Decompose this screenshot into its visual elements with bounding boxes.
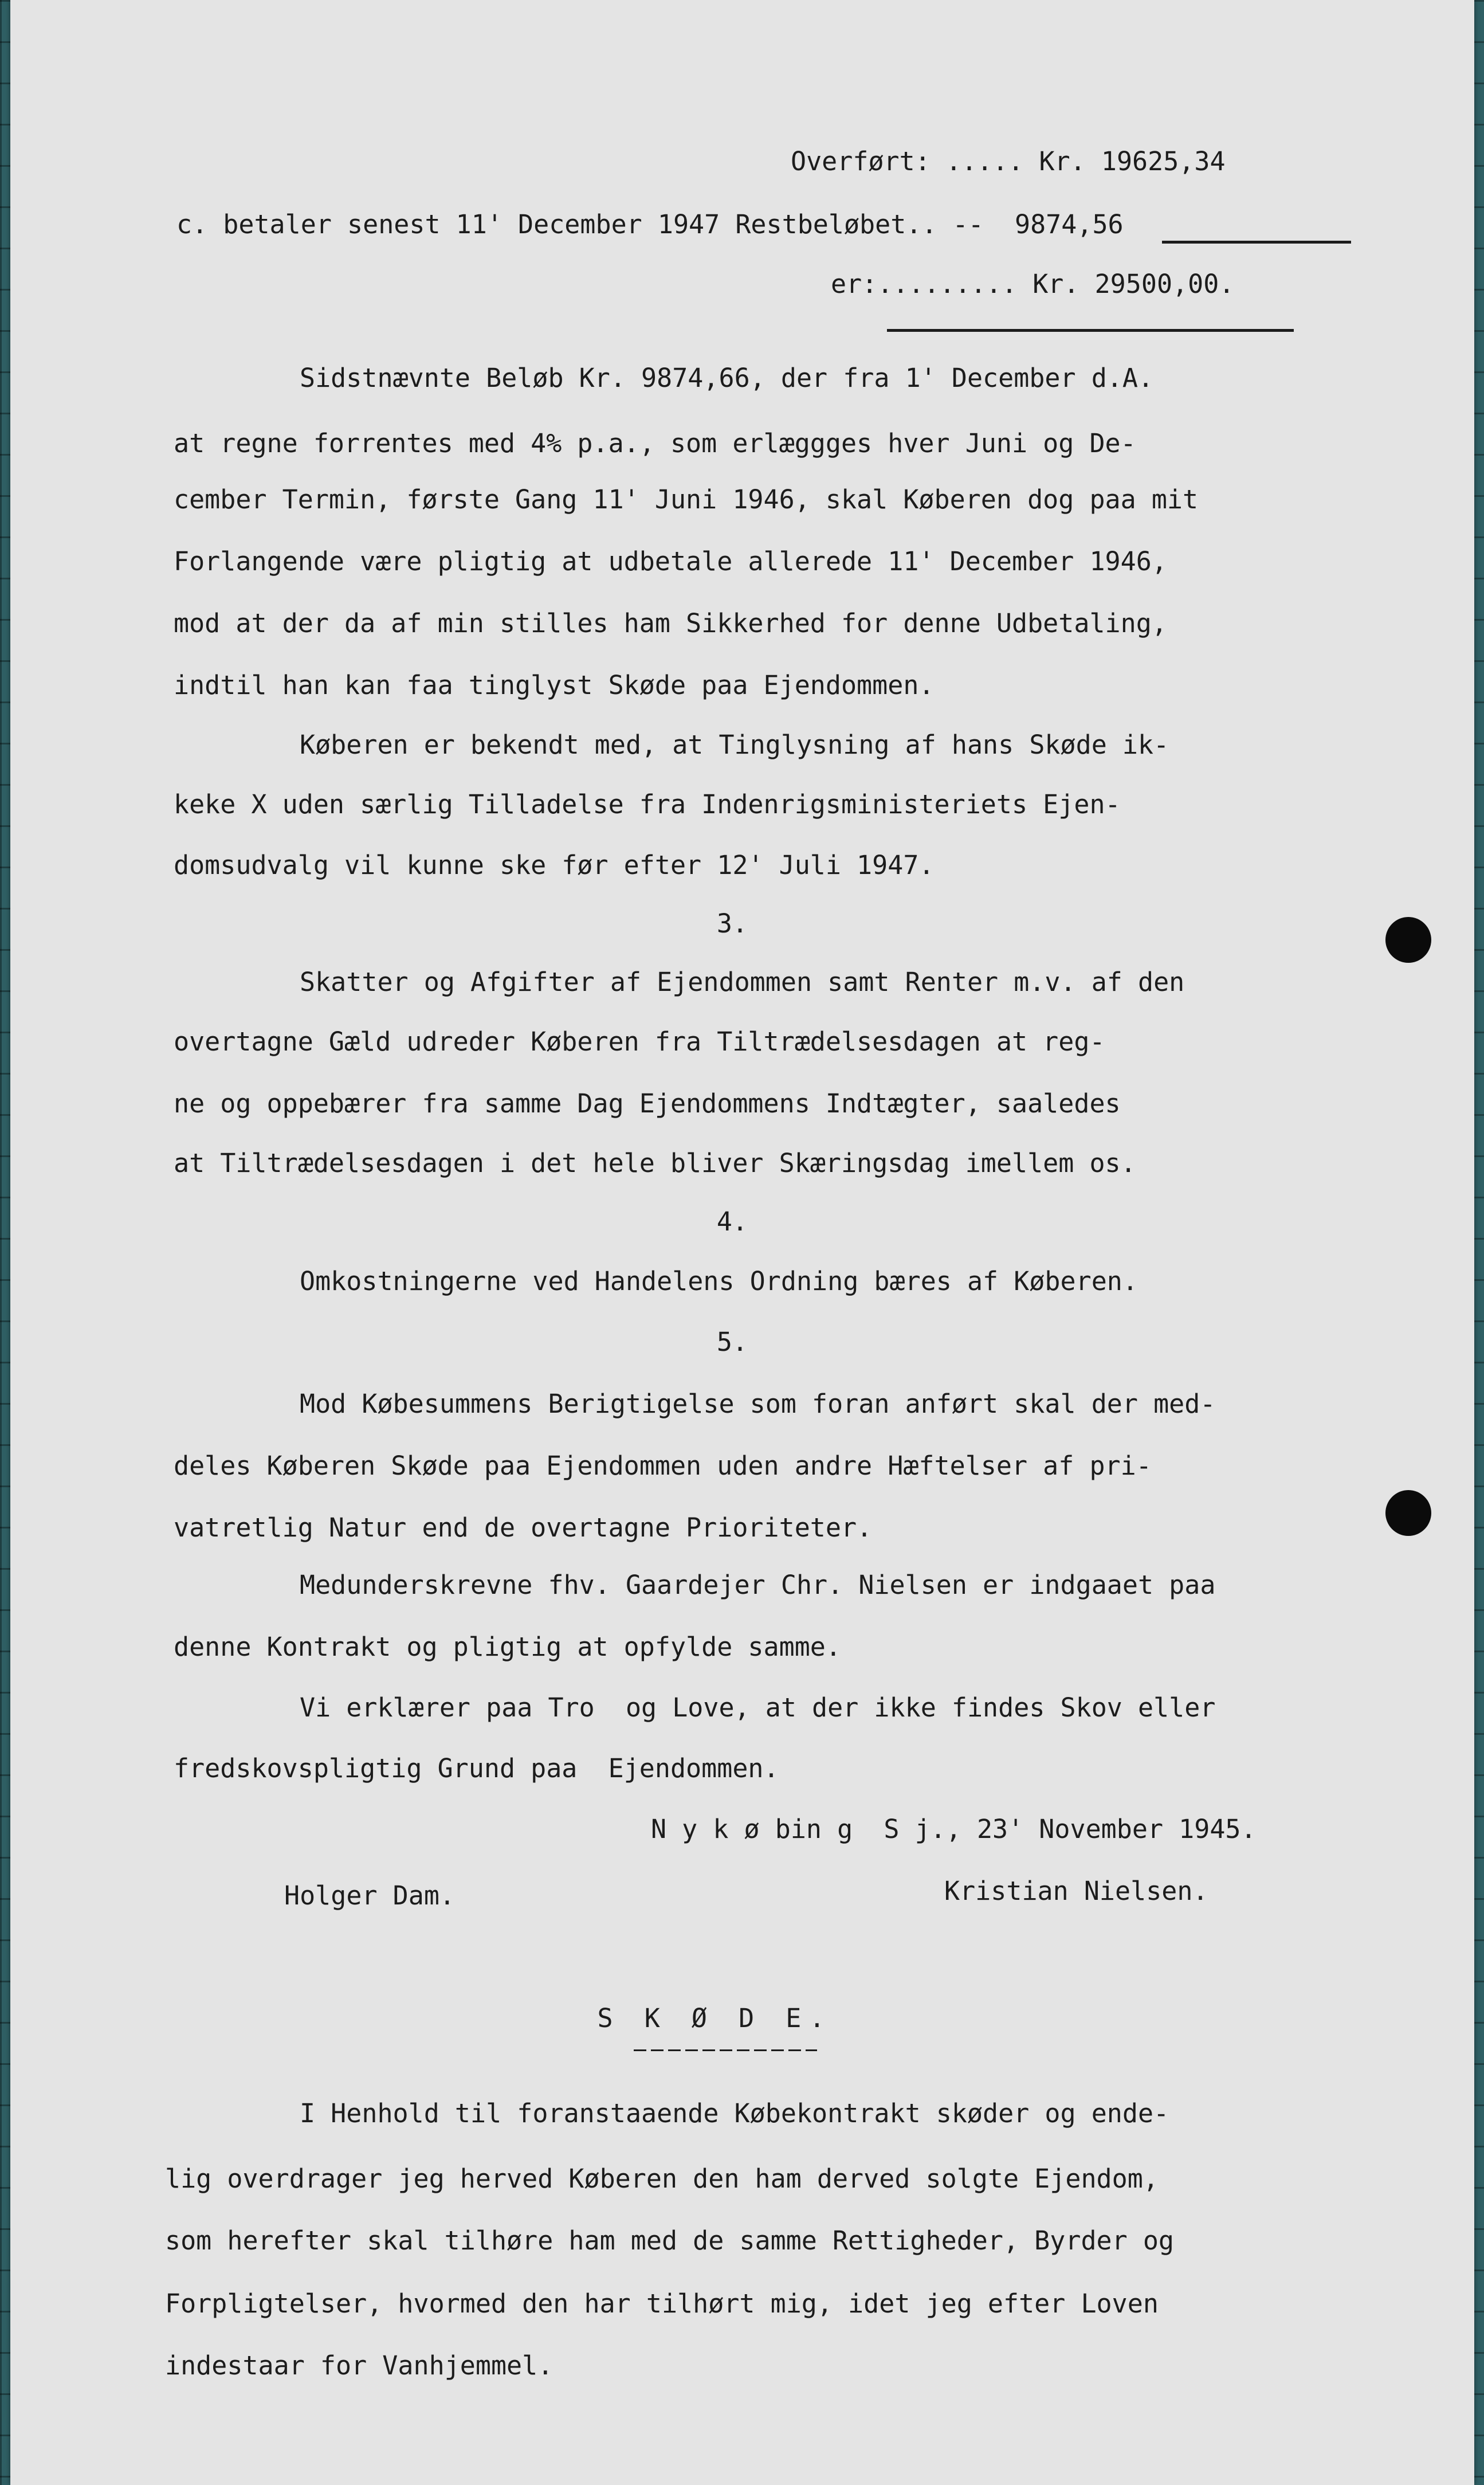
total-double-underline (887, 329, 1294, 332)
paragraph-line: domsudvalg vil kunne ske før efter 12' Juli 1947. (174, 850, 935, 880)
paragraph-line: indestaar for Vanhjemmel. (165, 2350, 553, 2381)
total-line: er:......... Kr. 29500,00. (831, 269, 1235, 299)
section-number: 5. (716, 1327, 748, 1357)
buyer-signature: Holger Dam. (284, 1880, 456, 1911)
paragraph-line: Mod Købesummens Berigtigelse som foran anført skal der med- (300, 1389, 1216, 1419)
paragraph-line: Forpligtelser, hvormed den har tilhørt mig, idet jeg efter Loven (165, 2288, 1159, 2319)
paragraph-line: Forlangende være pligtig at udbetale allerede 11' December 1946, (174, 546, 1167, 577)
paragraph-line: I Henhold til foranstaaende Købekontrakt skøder og ende- (300, 2098, 1169, 2129)
section-number: 3. (716, 908, 748, 939)
paragraph-line: denne Kontrakt og pligtig at opfylde samme. (174, 1632, 841, 1662)
skode-title-underline (634, 2049, 817, 2051)
punch-hole (1385, 917, 1431, 963)
paragraph-line: som herefter skal tilhøre ham med de samme Rettigheder, Byrder og (165, 2225, 1174, 2256)
overfort-line: Overført: ..... Kr. 19625,34 (791, 146, 1226, 177)
seller-signature: Kristian Nielsen. (944, 1876, 1208, 1906)
place-date: N y k ø bin g S j., 23' November 1945. (651, 1814, 1257, 1844)
paragraph-line: Omkostningerne ved Handelens Ordning bæres af Køberen. (300, 1266, 1138, 1296)
paragraph-line: Køberen er bekendt med, at Tinglysning af hans Skøde ik- (300, 730, 1169, 760)
section-number: 4. (716, 1206, 748, 1237)
paragraph-line: Medunderskrevne fhv. Gaardejer Chr. Nielsen er indgaaet paa (300, 1570, 1216, 1600)
paragraph-line: cember Termin, første Gang 11' Juni 1946, skal Køberen dog paa mit (174, 484, 1199, 515)
paragraph-line: lig overdrager jeg herved Køberen den ham derved solgte Ejendom, (165, 2163, 1159, 2194)
paragraph-line: mod at der da af min stilles ham Sikkerhed for denne Udbetaling, (174, 608, 1167, 638)
restbelob-underline (1162, 241, 1351, 244)
document-page (10, 0, 1474, 2485)
betaler-line: c. betaler senest 11' December 1947 Restbeløbet.. -- 9874,56 (176, 209, 1124, 240)
paragraph-line: fredskovspligtig Grund paa Ejendommen. (174, 1753, 779, 1784)
paragraph-line: at regne forrentes med 4% p.a., som erlæggges hver Juni og De- (174, 428, 1136, 458)
paragraph-line: overtagne Gæld udreder Køberen fra Tiltrædelsesdagen at reg- (174, 1026, 1105, 1057)
paragraph-line: indtil han kan faa tinglyst Skøde paa Ejendommen. (174, 670, 935, 700)
paragraph-line: at Tiltrædelsesdagen i det hele bliver Skæringsdag imellem os. (174, 1148, 1136, 1178)
paragraph-line: Sidstnævnte Beløb Kr. 9874,66, der fra 1' December d.A. (300, 363, 1154, 393)
skode-title: S K Ø D E. (597, 2003, 833, 2033)
punch-hole (1385, 1490, 1431, 1536)
paragraph-line: Vi erklærer paa Tro og Love, at der ikke findes Skov eller (300, 1692, 1216, 1723)
paragraph-line: keke X uden særlig Tilladelse fra Indenrigsministeriets Ejen- (174, 789, 1121, 820)
paragraph-line: Skatter og Afgifter af Ejendommen samt Renter m.v. af den (300, 967, 1185, 997)
typed-page-content (10, 0, 1474, 2485)
paragraph-line: ne og oppebærer fra samme Dag Ejendommens Indtægter, saaledes (174, 1088, 1121, 1119)
paragraph-line: deles Køberen Skøde paa Ejendommen uden andre Hæftelser af pri- (174, 1451, 1152, 1481)
paragraph-line: vatretlig Natur end de overtagne Prioriteter. (174, 1512, 873, 1543)
